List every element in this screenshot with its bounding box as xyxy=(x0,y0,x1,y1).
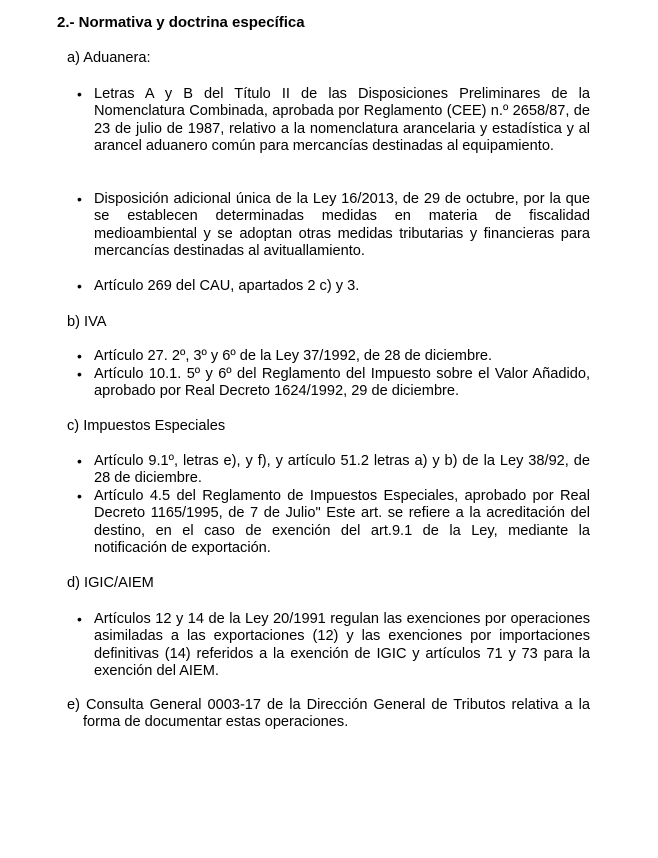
section-c-title: c) Impuestos Especiales xyxy=(67,418,226,434)
section-heading: 2.- Normativa y doctrina específica xyxy=(57,14,305,31)
list-item: Artículo 27. 2º, 3º y 6º de la Ley 37/1992, de 28 de diciembre. xyxy=(94,348,493,364)
bullet-icon: • xyxy=(77,611,82,627)
list-item: Artículo 9.1º, letras e), y f), y artículo 51.2 letras a) y b) de la Ley 38/92, de 28 de diciembre. xyxy=(94,453,590,487)
bullet-icon: • xyxy=(77,348,82,364)
list-item: Letras A y B del Título II de las Disposiciones Preliminares de la Nomenclatura Combinada, aprobada por Reglamento (CEE) n.º 2658/87, de 23 de julio de 1987, relativo a la nomenclatura arancelaria y estadística y al arancel aduanero común para mercancías destinadas al equipamiento. xyxy=(94,86,590,154)
section-e-paragraph: e) Consulta General 0003-17 de la Dirección General de Tributos relativa a la forma de documentar estas operaciones. xyxy=(67,697,590,731)
bullet-icon: • xyxy=(77,488,82,504)
list-item: Artículos 12 y 14 de la Ley 20/1991 regulan las exenciones por operaciones asimiladas a las exportaciones (12) y las exenciones por importaciones definitivas (14) referidos a la exención de IGIC y artículos 71 y 73 para la exención del AIEM. xyxy=(94,611,590,679)
list-item: Artículo 269 del CAU, apartados 2 c) y 3. xyxy=(94,278,360,294)
bullet-icon: • xyxy=(77,453,82,469)
section-a-title: a) Aduanera: xyxy=(67,50,151,66)
bullet-icon: • xyxy=(77,86,82,102)
bullet-icon: • xyxy=(77,191,82,207)
list-item: Artículo 4.5 del Reglamento de Impuestos Especiales, aprobado por Real Decreto 1165/1995, de 7 de Julio" Este art. se refiere a la acreditación del destino, en el caso de exención del art.9.1 de la Ley, mediante la notificación de exportación. xyxy=(94,488,590,556)
bullet-icon: • xyxy=(77,278,82,294)
section-e-text xyxy=(67,697,590,732)
list-item: Artículo 10.1. 5º y 6º del Reglamento del Impuesto sobre el Valor Añadido, aprobado por Real Decreto 1624/1992, 29 de diciembre. xyxy=(94,366,590,400)
list-item: Disposición adicional única de la Ley 16/2013, de 29 de octubre, por la que se establecen determinadas medidas en materia de fiscalidad medioambiental y se adoptan otras medidas tributarias y financieras para mercancías destinadas al avituallamiento. xyxy=(94,191,590,259)
section-b-title: b) IVA xyxy=(67,314,107,330)
section-d-title: d) IGIC/AIEM xyxy=(67,575,154,591)
bullet-icon: • xyxy=(77,366,82,382)
